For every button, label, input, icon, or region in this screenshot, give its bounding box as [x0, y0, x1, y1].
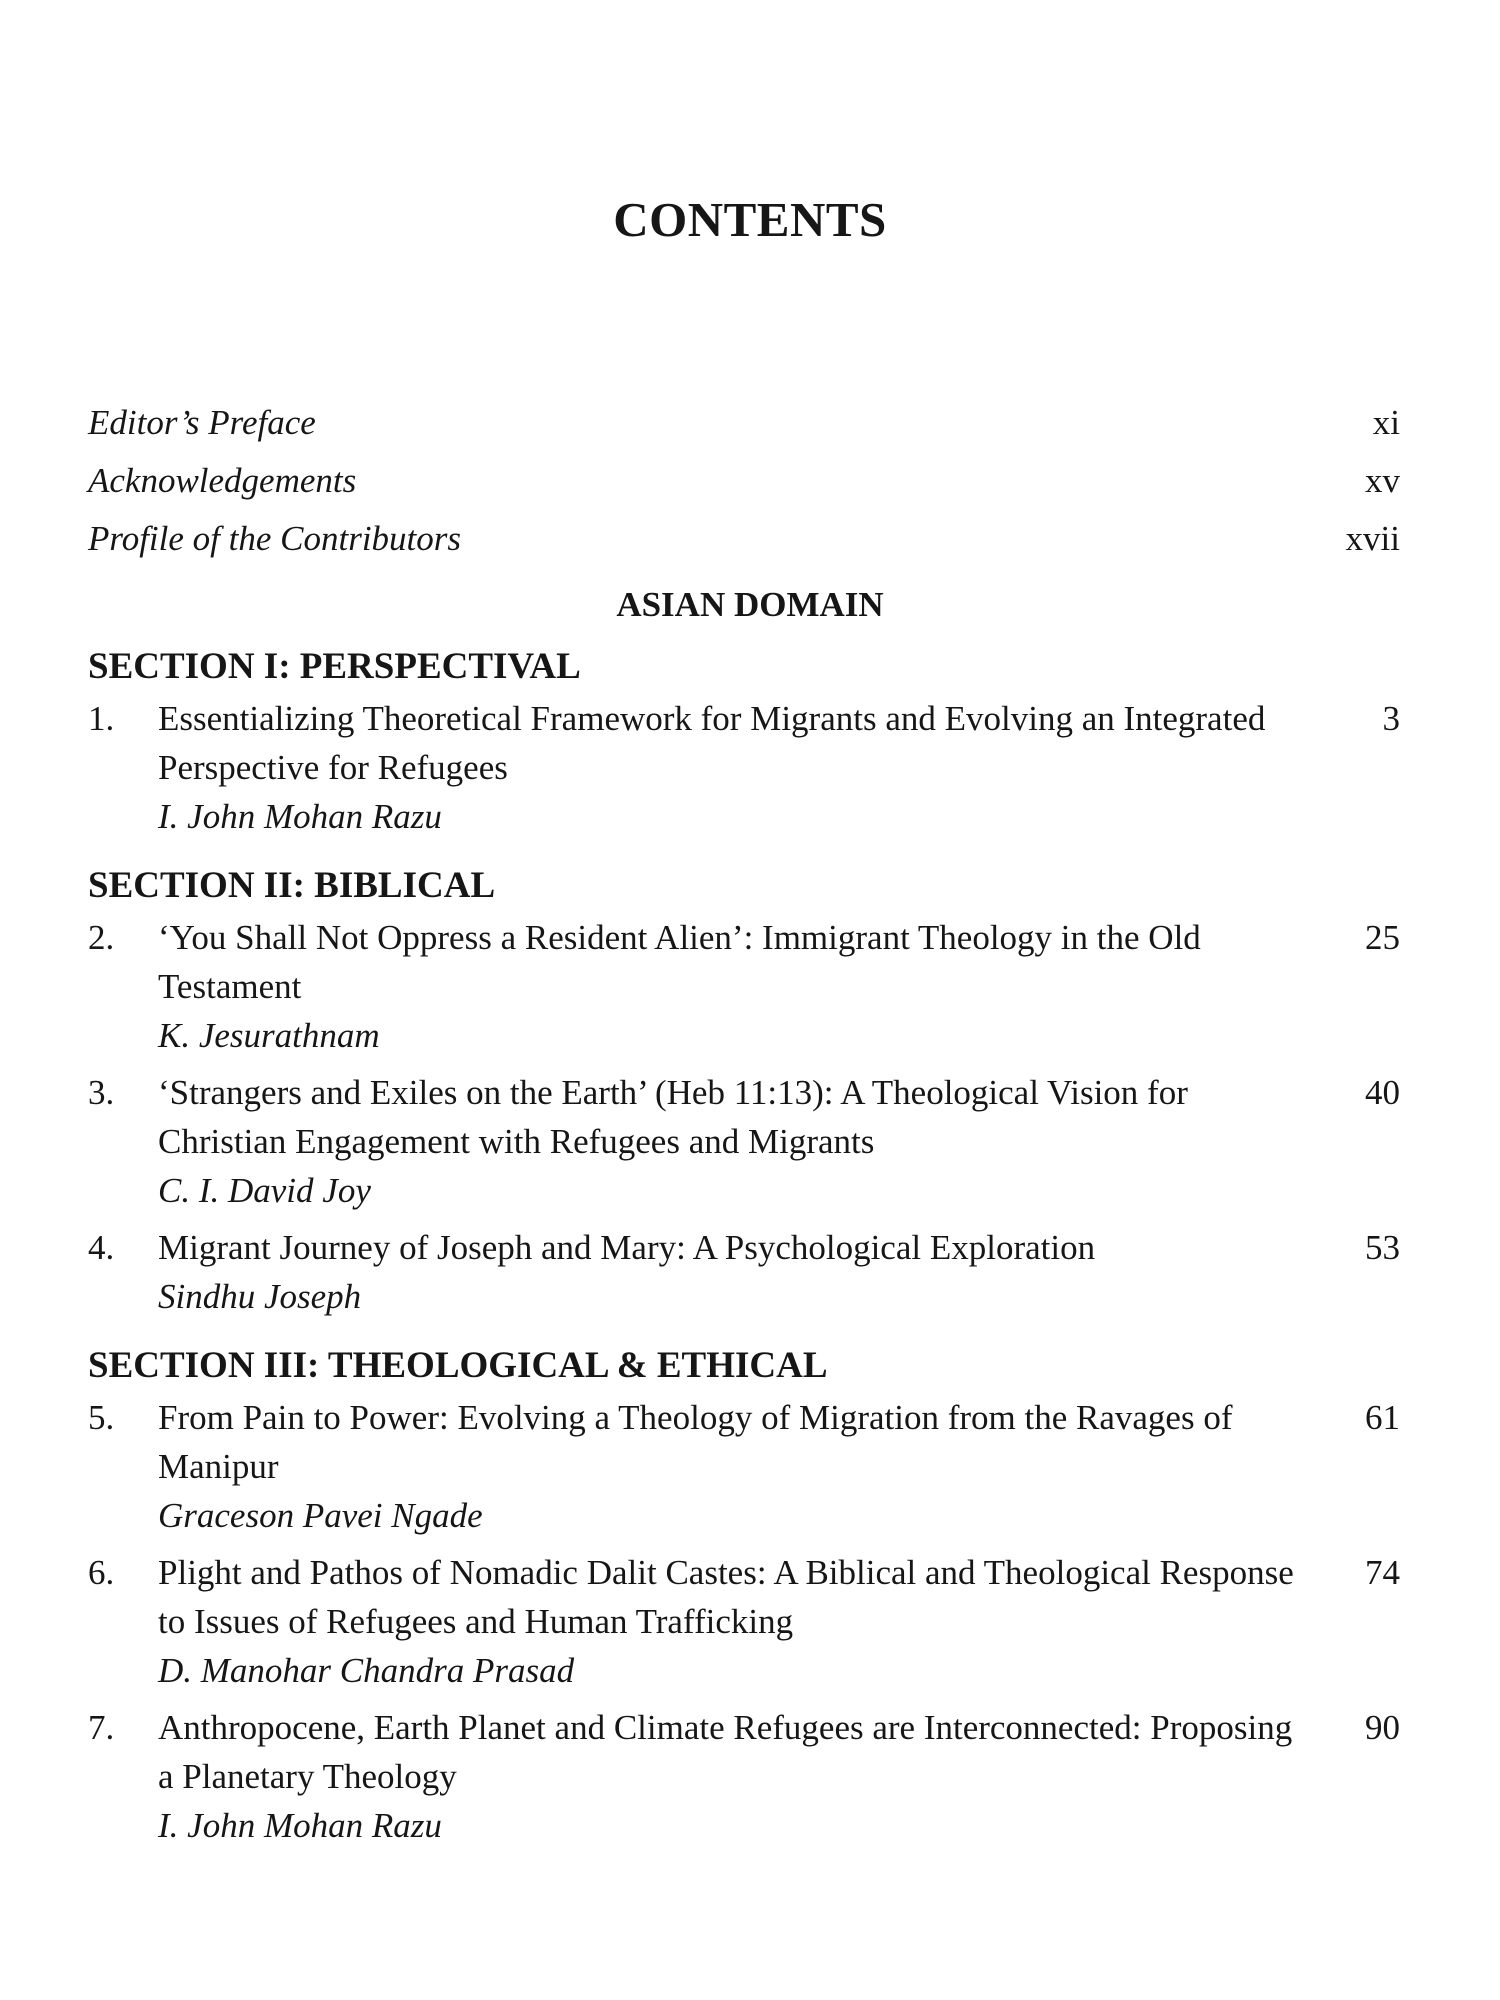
section-heading: SECTION III: THEOLOGICAL & ETHICAL: [88, 1345, 828, 1386]
entry-author: D. Manohar Chandra Prasad: [158, 1651, 575, 1690]
entry-body: [158, 1068, 1316, 1215]
entry-body: [158, 1548, 1316, 1695]
entry-number: 2.: [88, 918, 115, 957]
entry-author: Graceson Pavei Ngade: [158, 1496, 483, 1535]
entry-title: From Pain to Power: Evolving a Theology of Migration from the Ravages of Manipur: [158, 1398, 1233, 1486]
entry-author: Sindhu Joseph: [158, 1277, 362, 1316]
section-heading: SECTION II: BIBLICAL: [88, 865, 496, 906]
entry-author: I. John Mohan Razu: [158, 797, 442, 836]
entry-number: 7.: [88, 1708, 115, 1747]
section: [88, 640, 1400, 841]
entry-body: [158, 694, 1316, 841]
front-matter-item: [88, 510, 1400, 568]
entry-body: [158, 1703, 1316, 1850]
entry-title: Migrant Journey of Joseph and Mary: A Psychological Exploration: [158, 1228, 1096, 1267]
entry-number: 1.: [88, 699, 115, 738]
toc-entry: [88, 694, 1400, 841]
entry-number: 4.: [88, 1228, 115, 1267]
entry-author: K. Jesurathnam: [158, 1016, 380, 1055]
front-matter-page: xi: [1372, 403, 1400, 442]
entry-number: 5.: [88, 1398, 115, 1437]
toc-entry: [88, 1548, 1400, 1695]
toc-entry: [88, 1703, 1400, 1850]
page-title: CONTENTS: [613, 192, 887, 247]
toc-entry: [88, 1223, 1400, 1321]
front-matter-label: Editor’s Preface: [88, 403, 316, 442]
entry-body: [158, 1393, 1316, 1540]
toc-entry: [88, 913, 1400, 1060]
front-matter-item: [88, 394, 1400, 452]
entry-page-number: 25: [1365, 918, 1400, 957]
entry-title: Essentializing Theoretical Framework for Migrants and Evolving an Integrated Perspective for Refugees: [158, 699, 1266, 787]
entry-page-number: 74: [1365, 1553, 1400, 1592]
section-heading: SECTION I: PERSPECTIVAL: [88, 646, 581, 687]
entry-page-number: 40: [1365, 1073, 1400, 1112]
front-matter-label: Acknowledgements: [88, 461, 357, 500]
entry-number: 3.: [88, 1073, 115, 1112]
entry-title: Anthropocene, Earth Planet and Climate Refugees are Interconnected: Proposing a Planetary Theology: [158, 1708, 1293, 1796]
domain-heading: ASIAN DOMAIN: [616, 585, 884, 624]
entry-title: ‘You Shall Not Oppress a Resident Alien’: Immigrant Theology in the Old Testament: [158, 918, 1201, 1006]
front-matter-label: Profile of the Contributors: [88, 519, 462, 558]
entry-author: C. I. David Joy: [158, 1171, 371, 1210]
entry-body: [158, 1223, 1316, 1321]
entry-title: ‘Strangers and Exiles on the Earth’ (Heb 11:13): A Theological Vision for Christian Engagement with Refugees and Migrants: [158, 1073, 1188, 1161]
front-matter-item: [88, 452, 1400, 510]
front-matter-page: xv: [1365, 461, 1400, 500]
front-matter-page: xvii: [1345, 519, 1400, 558]
section: [88, 1339, 1400, 1850]
entry-page-number: 61: [1365, 1398, 1400, 1437]
entry-page-number: 90: [1365, 1708, 1400, 1747]
toc-entry: [88, 1393, 1400, 1540]
entry-body: [158, 913, 1316, 1060]
entry-title: Plight and Pathos of Nomadic Dalit Castes: A Biblical and Theological Response to Issues of Refugees and Human Trafficking: [158, 1553, 1294, 1641]
section: [88, 859, 1400, 1321]
entry-author: I. John Mohan Razu: [158, 1806, 442, 1845]
entry-page-number: 3: [1382, 699, 1400, 738]
entry-number: 6.: [88, 1553, 115, 1592]
toc-entry: [88, 1068, 1400, 1215]
front-matter-list: [88, 394, 1400, 568]
entry-page-number: 53: [1365, 1228, 1400, 1267]
sections-list: [88, 640, 1400, 1868]
